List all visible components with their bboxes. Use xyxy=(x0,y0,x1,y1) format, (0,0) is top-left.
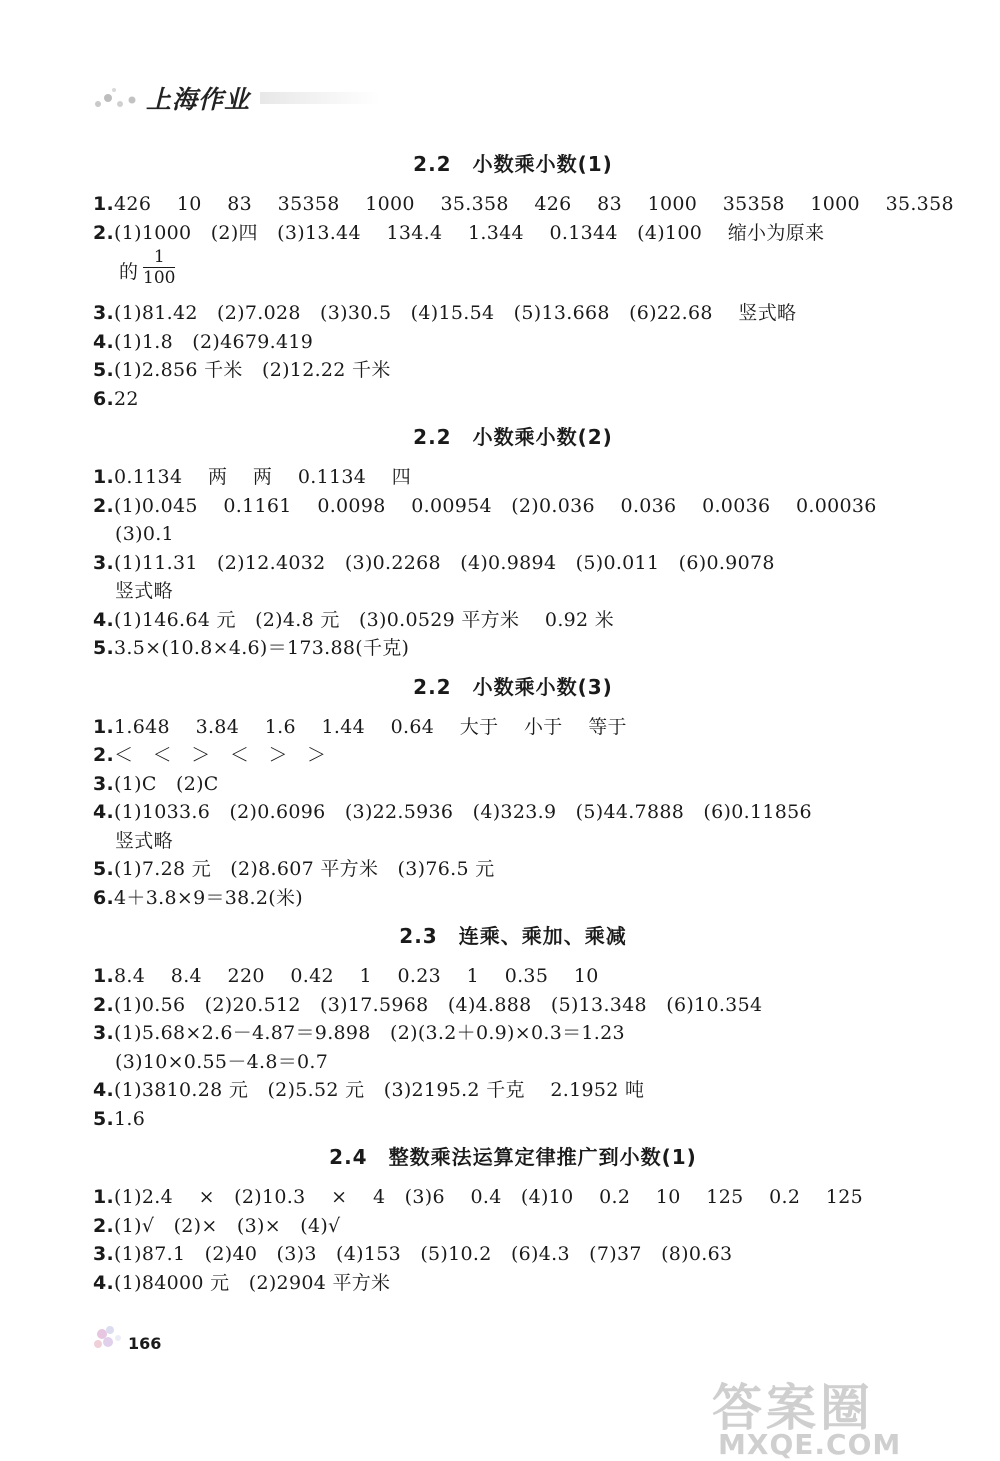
answer-text: 1.6 xyxy=(114,1107,146,1130)
header-smudge xyxy=(260,92,380,104)
question-number: 3. xyxy=(93,1243,115,1265)
answer-line xyxy=(93,219,933,248)
question-number: 6. xyxy=(93,387,115,410)
answer-line xyxy=(93,1019,933,1048)
answer-text: (1)2.4 × (2)10.3 × 4 (3)6 0.4 (4)10 0.2 10 125 0.2 125 xyxy=(114,1186,864,1208)
answer-line xyxy=(93,577,933,606)
answer-text: 22 xyxy=(114,387,139,410)
question-number: 4. xyxy=(93,330,115,353)
brand-title: 上海作业 xyxy=(146,85,251,114)
answer-text: (1)2.856 千米 (2)12.22 千米 xyxy=(114,359,391,381)
decorative-dots-icon xyxy=(90,84,148,114)
answer-text: (1)1000 (2)四 (3)13.44 134.4 1.344 0.1344 (4)100 缩小为原来 xyxy=(114,221,825,244)
answer-line xyxy=(93,770,933,799)
question-number: 1. xyxy=(93,1186,115,1208)
answer-content xyxy=(93,140,954,1297)
question-number: 5. xyxy=(93,359,115,381)
answer-text: (1)5.68×2.6－4.87＝9.898 (2)(3.2＋0.9)×0.3＝1.23 xyxy=(114,1022,625,1044)
question-number: 5. xyxy=(93,637,115,659)
answer-line xyxy=(93,520,933,549)
question-number: 2. xyxy=(93,494,115,517)
answer-line-fraction xyxy=(93,247,933,299)
answer-text: 3.5×(10.8×4.6)＝173.88(千克) xyxy=(114,637,410,659)
watermark xyxy=(712,1368,982,1460)
section-title: 2.3 连乘、乘加、乘减 xyxy=(399,924,627,948)
question-number: 3. xyxy=(93,551,115,574)
answer-line xyxy=(93,492,933,521)
answer-line xyxy=(93,741,933,770)
answer-text: (1)3810.28 元 (2)5.52 元 (3)2195.2 千克 2.1952 吨 xyxy=(114,1079,645,1101)
question-number: 1. xyxy=(93,466,115,488)
answer-text: (1)84000 元 (2)2904 平方米 xyxy=(114,1271,391,1294)
answer-line xyxy=(93,798,933,827)
answer-line xyxy=(93,827,933,856)
answer-line xyxy=(93,328,933,357)
question-number: 1. xyxy=(93,715,115,738)
section-title: 2.2 小数乘小数(3) xyxy=(413,674,613,699)
answer-line xyxy=(93,1212,933,1241)
question-number: 4. xyxy=(93,608,115,631)
question-number: 4. xyxy=(93,801,115,823)
answer-text: (1)81.42 (2)7.028 (3)30.5 (4)15.54 (5)13.668 (6)22.68 竖式略 xyxy=(114,302,797,324)
answer-text: (1)√ (2)× (3)× (4)√ xyxy=(114,1214,341,1237)
question-number: 3. xyxy=(93,1022,115,1044)
answer-text: 1.648 3.84 1.6 1.44 0.64 大于 小于 等于 xyxy=(114,715,627,738)
question-number: 1. xyxy=(93,965,115,987)
answer-line xyxy=(93,991,933,1020)
answer-line xyxy=(93,463,933,492)
question-number: 4. xyxy=(93,1079,115,1101)
answer-text: (1)0.045 0.1161 0.0098 0.00954 (2)0.036 0.036 0.0036 0.00036 xyxy=(114,494,877,517)
question-number: 3. xyxy=(93,302,115,324)
answer-line xyxy=(93,299,933,328)
answer-line xyxy=(93,1183,933,1212)
fraction-numerator: 1 xyxy=(143,247,175,268)
answer-text: (1)0.56 (2)20.512 (3)17.5968 (4)4.888 (5)13.348 (6)10.354 xyxy=(114,993,763,1016)
answer-text: ＜ ＜ ＞ ＜ ＞ ＞ xyxy=(114,744,327,766)
answer-line xyxy=(93,385,933,414)
watermark-url: MXQE.COM xyxy=(718,1428,902,1461)
answer-line xyxy=(93,1076,933,1105)
page-number: 166 xyxy=(128,1334,162,1353)
answer-line xyxy=(93,1269,933,1298)
fraction-denominator: 100 xyxy=(143,268,176,288)
answer-text: (1)87.1 (2)40 (3)3 (4)153 (5)10.2 (6)4.3 (7)37 (8)0.63 xyxy=(114,1243,733,1265)
question-number: 2. xyxy=(93,744,115,766)
answer-line xyxy=(93,606,933,635)
answer-line xyxy=(93,190,954,219)
question-number: 1. xyxy=(93,193,115,215)
answer-text: (3)10×0.55－4.8＝0.7 xyxy=(115,1050,329,1073)
question-number: 2. xyxy=(93,221,115,244)
answer-line xyxy=(93,634,933,663)
answer-text: (1)7.28 元 (2)8.607 平方米 (3)76.5 元 xyxy=(114,858,495,880)
question-number: 5. xyxy=(93,1107,115,1130)
answer-line xyxy=(93,962,933,991)
fraction xyxy=(143,247,175,288)
question-number: 5. xyxy=(93,858,115,880)
question-number: 3. xyxy=(93,772,115,795)
answer-text: (1)11.31 (2)12.4032 (3)0.2268 (4)0.9894 (5)0.011 (6)0.9078 xyxy=(114,551,775,574)
answer-line xyxy=(93,549,933,578)
flower-icon xyxy=(90,1322,130,1358)
answer-text: 8.4 8.4 220 0.42 1 0.23 1 0.35 10 xyxy=(114,965,599,987)
answer-line xyxy=(93,1048,933,1077)
answer-line xyxy=(93,884,933,913)
answer-text: (1)C (2)C xyxy=(114,772,219,795)
answer-line xyxy=(93,855,933,884)
answer-text: (1)1.8 (2)4679.419 xyxy=(114,330,314,353)
question-number: 4. xyxy=(93,1271,115,1294)
answer-text: 426 10 83 35358 1000 35.358 426 83 1000 35358 1000 35.358 xyxy=(114,193,954,215)
answer-line xyxy=(93,1105,933,1134)
answer-line xyxy=(93,356,933,385)
page-header xyxy=(90,78,310,118)
answer-line xyxy=(93,713,933,742)
watermark-title: 答案圈 xyxy=(712,1379,874,1437)
question-number: 6. xyxy=(93,886,115,909)
question-number: 2. xyxy=(93,1214,115,1237)
answer-text: 4＋3.8×9＝38.2(米) xyxy=(114,886,303,909)
page-footer xyxy=(90,1322,290,1362)
answer-text: (3)0.1 xyxy=(115,523,174,545)
answer-text: 竖式略 xyxy=(115,580,173,602)
section-title: 2.4 整数乘法运算定律推广到小数(1) xyxy=(329,1145,697,1169)
answer-text: (1)1033.6 (2)0.6096 (3)22.5936 (4)323.9 (5)44.7888 (6)0.11856 xyxy=(114,801,812,823)
question-number: 2. xyxy=(93,993,115,1016)
answer-text: (1)146.64 元 (2)4.8 元 (3)0.0529 平方米 0.92 米 xyxy=(114,608,615,631)
answer-text: 0.1134 两 两 0.1134 四 xyxy=(114,466,412,488)
section-title: 2.2 小数乘小数(2) xyxy=(413,425,613,449)
answer-line xyxy=(93,1240,933,1269)
answer-text: 竖式略 xyxy=(115,829,173,852)
fraction-prefix: 的 xyxy=(119,261,139,283)
section-title: 2.2 小数乘小数(1) xyxy=(413,152,613,176)
